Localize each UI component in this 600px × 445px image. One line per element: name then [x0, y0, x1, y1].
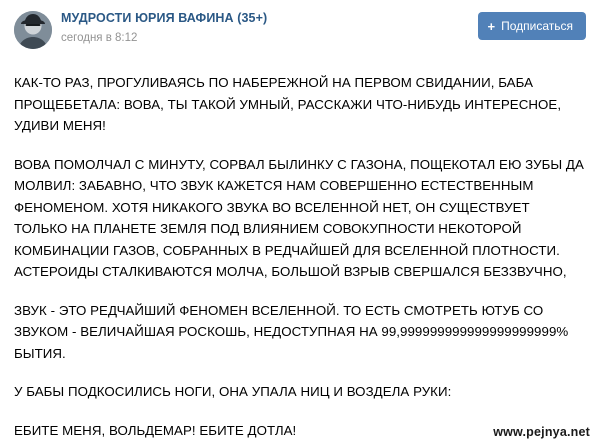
avatar[interactable] [14, 11, 52, 49]
post-date[interactable]: сегодня в 8:12 [61, 32, 138, 44]
post-paragraph: ЗВУК - ЭТО РЕДЧАЙШИЙ ФЕНОМЕН ВСЕЛЕННОЙ. ТО ЕСТЬ СМОТРЕТЬ ЮТУБ СО ЗВУКОМ - ВЕЛИЧАЙШАЯ РОСКОШЬ, НЕДОСТУПНАЯ НА 99,999999999999999999999% БЫТИЯ. [14, 302, 569, 361]
watermark: www.pejnya.net [493, 425, 590, 439]
post-author-block [61, 10, 478, 45]
plus-icon: + [487, 18, 496, 34]
post-header [14, 10, 586, 58]
post-author-name[interactable]: МУДРОСТИ ЮРИЯ ВАФИНА (35+) [61, 11, 268, 25]
subscribe-button-label: Подписаться [501, 19, 573, 33]
post-paragraph: У БАБЫ ПОДКОСИЛИСЬ НОГИ, ОНА УПАЛА НИЦ И ВОЗДЕЛА РУКИ: [14, 384, 452, 399]
post-paragraph: КАК-ТО РАЗ, ПРОГУЛИВАЯСЬ ПО НАБЕРЕЖНОЙ НА ПЕРВОМ СВИДАНИИ, БАБА ПРОЩЕБЕТАЛА: ВОВА, ТЫ ТАКОЙ УМНЫЙ, РАССКАЖИ ЧТО-НИБУДЬ ИНТЕРЕСНОЕ, УДИВИ МЕНЯ! [14, 75, 562, 133]
subscribe-button[interactable] [478, 12, 587, 40]
post-paragraph: ЕБИТЕ МЕНЯ, ВОЛЬДЕМАР! ЕБИТЕ ДОТЛА! [14, 422, 297, 438]
post-paragraph: ВОВА ПОМОЛЧАЛ С МИНУТУ, СОРВАЛ БЫЛИНКУ С ГАЗОНА, ПОЩЕКОТАЛ ЕЮ ЗУБЫ ДА МОЛВИЛ: ЗАБАВНО, ЧТО ЗВУК КАЖЕТСЯ НАМ СОВЕРШЕННО ЕСТЕСТВЕННЫМ ФЕНОМЕНОМ. ХОТЯ НИКАКОГО ЗВУКА ВО ВСЕЛЕННОЙ НЕТ, ОН СУЩЕСТВУЕТ ТОЛЬКО НА ПЛАНЕТЕ ЗЕМЛЯ ПОД ВЛИЯНИЕМ СОВОКУПНОСТИ НЕКОТОРОЙ КОМБИНАЦИИ ГАЗОВ, СОБРАННЫХ В РЕДЧАЙШЕЙ ДЛЯ ВСЕЛЕННОЙ ПЛОТНОСТИ. АСТЕРОИДЫ СТАЛКИВАЮТСЯ МОЛЧА, БОЛЬШОЙ ВЗРЫВ СВЕРШАЛСЯ БЕЗЗВУЧНО, [14, 156, 584, 279]
post-text [14, 72, 586, 441]
